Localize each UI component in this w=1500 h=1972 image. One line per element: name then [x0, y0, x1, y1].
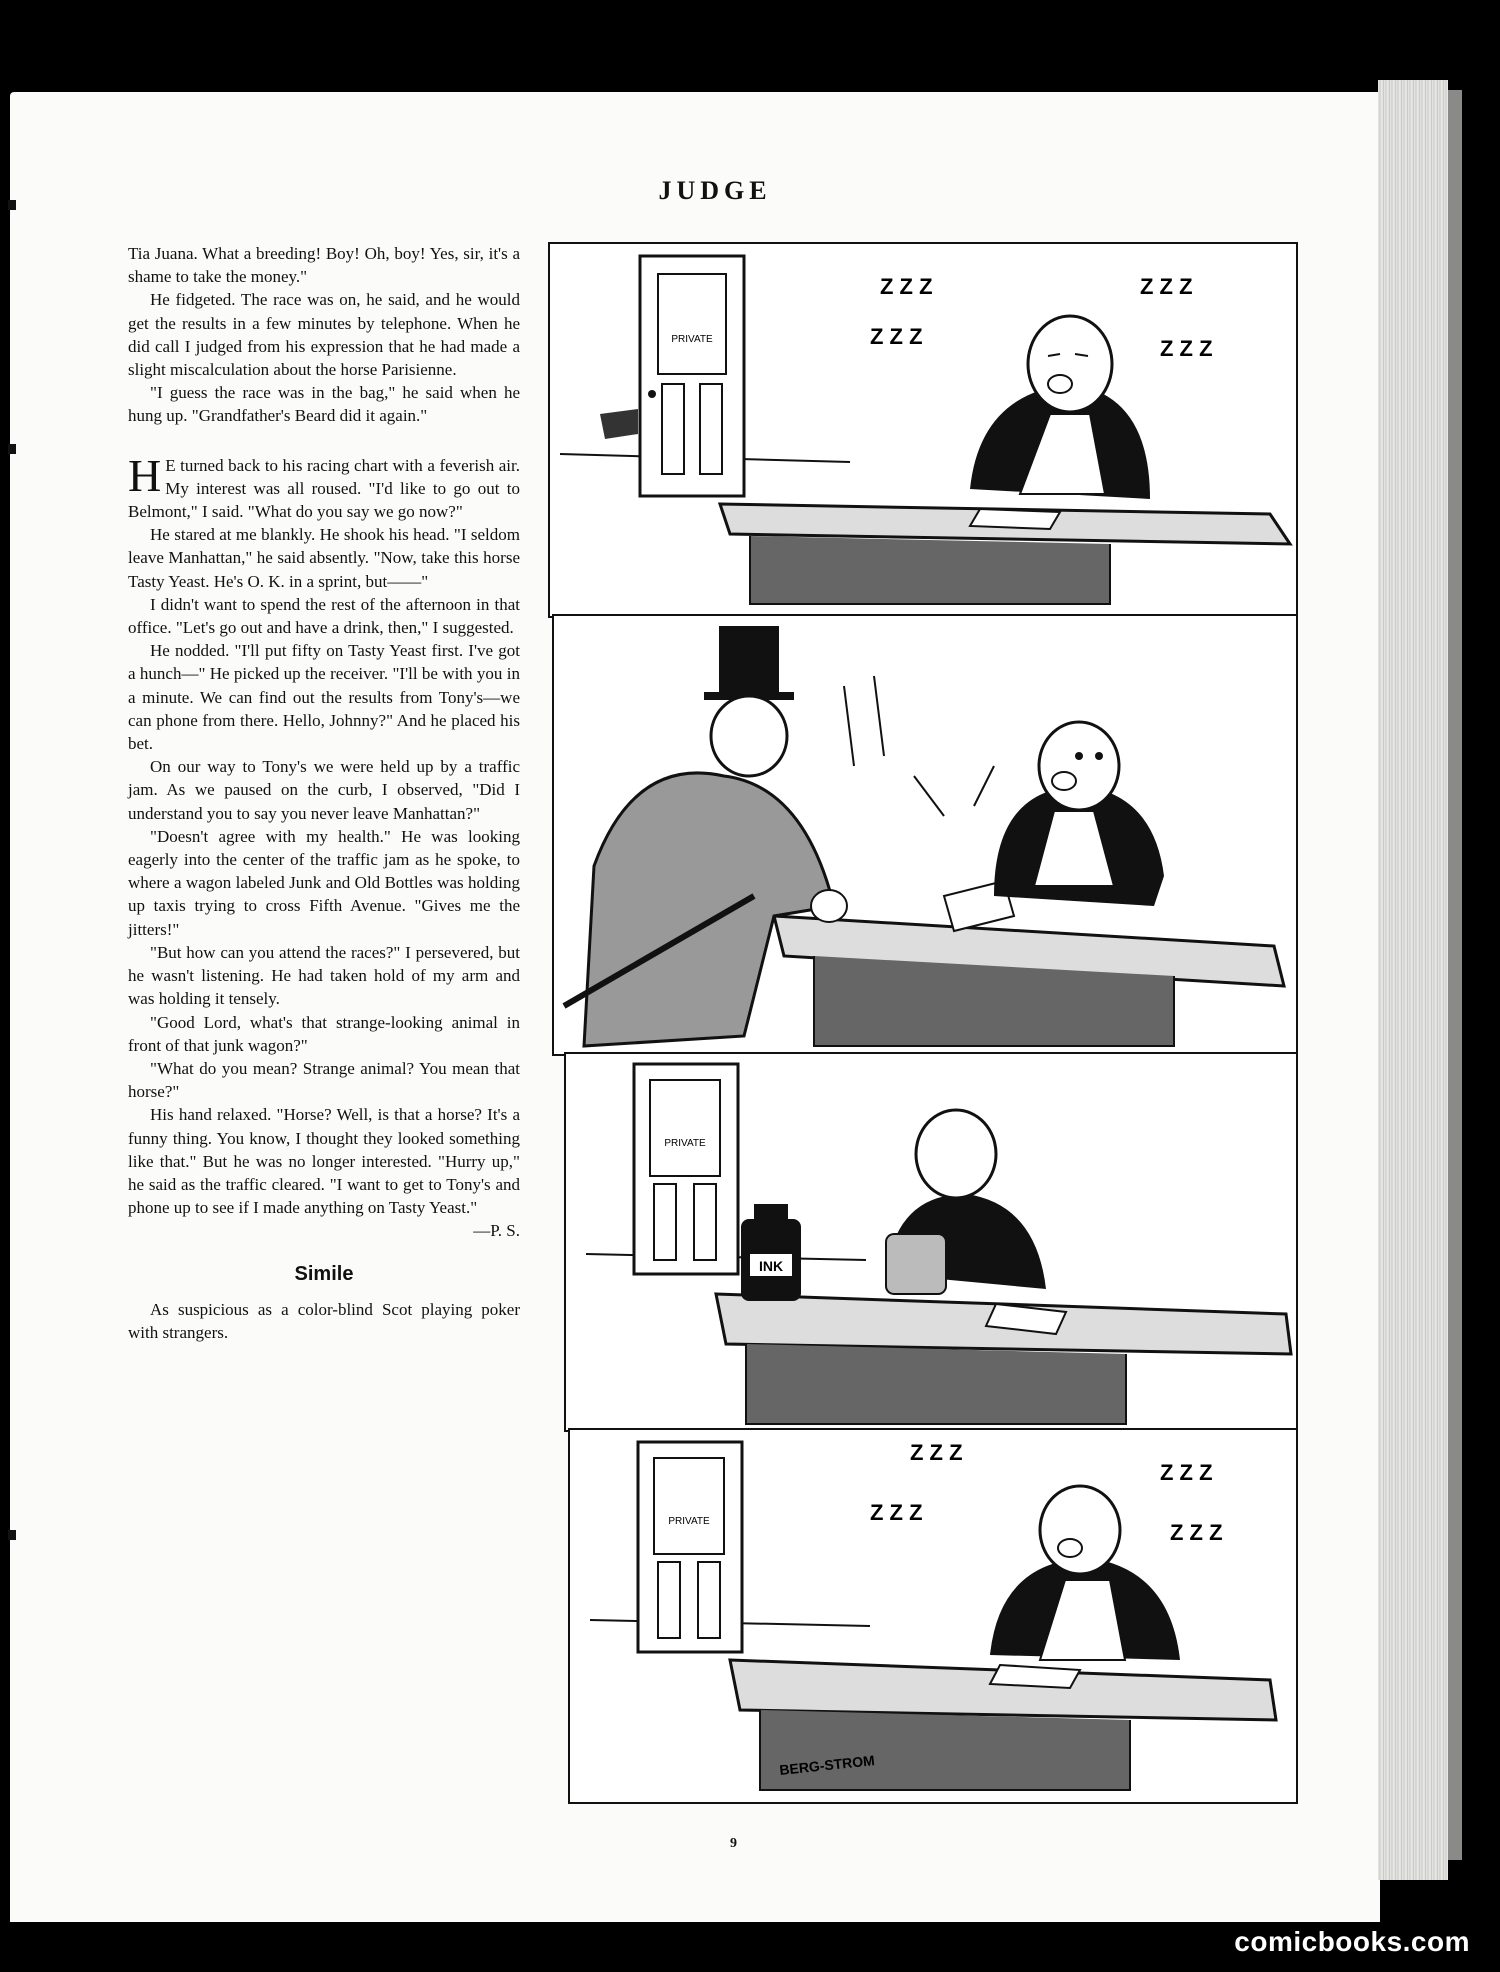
old-man-head: [711, 696, 787, 776]
man-head: [1040, 1486, 1120, 1574]
paragraph: "I guess the race was in the bag," he said when he hung up. "Grandfather's Beard did it again.": [128, 383, 520, 426]
binding-mark: [8, 444, 16, 454]
simile-title: Simile: [294, 1262, 354, 1285]
panel-1-drawing: [550, 244, 1296, 616]
binding-mark: [8, 200, 16, 210]
paragraph: He nodded. "I'll put fifty on Tasty Yeast first. I've got a hunch—" He picked up the receiver. "I'll be with you in a minute. We can find out the results from Tony's—we can phone from there. Hello, Johnny?" And he placed his bet.: [128, 641, 520, 754]
signature: —P. S.: [473, 1221, 520, 1241]
drop-cap-text: E turned back to his racing chart with a feverish air. My interest was all roused. "I'd like to go out to Belmont," I said. "What do you say we go now?": [128, 455, 520, 522]
drop-cap-paragraph: [128, 449, 520, 524]
paragraph: "Doesn't agree with my health." He was looking eagerly into the center of the traffic jam as he spoke, to where a wagon labeled Junk and Old Bottles was holding up taxis trying to cross Fifth Avenue. "Gives me the jitters!": [128, 826, 520, 939]
man-head: [1039, 722, 1119, 810]
man-head: [916, 1110, 996, 1198]
snore-text: Z Z Z: [1140, 274, 1193, 299]
paragraph: "What do you mean? Strange animal? You mean that horse?": [128, 1058, 520, 1102]
panel-2-drawing: [554, 616, 1296, 1054]
paragraph: "Good Lord, what's that strange-looking animal in front of that junk wagon?": [128, 1012, 520, 1055]
snore-text: Z Z Z: [880, 274, 933, 299]
comic-strip: [548, 242, 1300, 1814]
envelope: [970, 509, 1060, 529]
paragraph: He fidgeted. The race was on, he said, and he would get the results in a few minutes by telephone. When he did call I judged from his expression that he had made a slight miscalculation about the horse Parisienne.: [128, 290, 520, 380]
snore-text: Z Z Z: [1170, 1520, 1223, 1545]
comic-panel-3: [564, 1052, 1298, 1432]
magazine-title: JUDGE: [658, 176, 772, 205]
comic-panel-4: [568, 1428, 1298, 1804]
paragraph: His hand relaxed. "Horse? Well, is that a horse? It's a funny thing. You know, I thought they looked something like that." But he was no longer interested. "Hurry up," he said as the traffic cleared. "I want to get to Tony's and phone up to see if I made anything on Tasty Yeast.": [128, 1105, 520, 1218]
panel-4-drawing: [570, 1430, 1296, 1802]
ink-label: INK: [758, 1258, 784, 1274]
watermark: comicbooks.com: [1234, 1926, 1470, 1957]
snore-text: Z Z Z: [870, 1500, 923, 1525]
old-man-coat: [584, 773, 834, 1046]
paragraph: He stared at me blankly. He shook his head. "I seldom leave Manhattan," he said absently. "Now, take this horse Tasty Yeast. He's O. K. in a sprint, but——": [128, 525, 520, 591]
paragraph: Tia Juana. What a breeding! Boy! Oh, boy! Yes, sir, it's a shame to take the money.": [128, 244, 520, 287]
binding-mark: [8, 1530, 16, 1540]
page-number: 9: [730, 1836, 737, 1851]
snore-text: Z Z Z: [1160, 1460, 1213, 1485]
door-sign: PRIVATE: [671, 334, 713, 345]
page-stack-edge-dark: [1448, 90, 1462, 1860]
snore-text: Z Z Z: [870, 324, 923, 349]
door-sign: PRIVATE: [664, 1138, 706, 1149]
panel-3-drawing: [566, 1054, 1296, 1430]
door-sign: PRIVATE: [668, 1516, 710, 1527]
man-head: [1028, 316, 1112, 412]
simile-text: As suspicious as a color-blind Scot playing poker with strangers.: [128, 1299, 520, 1342]
wallet: [886, 1234, 946, 1294]
top-hat: [719, 626, 779, 696]
artist-signature: BERG-STROM: [778, 1752, 876, 1778]
snore-text: Z Z Z: [910, 1440, 963, 1465]
comic-panel-1: [548, 242, 1298, 618]
page-stack-edge: [1378, 80, 1448, 1880]
article-column: [128, 242, 520, 1344]
envelope: [990, 1665, 1080, 1688]
snore-text: Z Z Z: [1160, 336, 1213, 361]
paragraph: I didn't want to spend the rest of the afternoon in that office. "Let's go out and have a drink, then," I suggested.: [128, 594, 520, 638]
comic-panel-2: [552, 614, 1298, 1056]
paragraph: On our way to Tony's we were held up by a traffic jam. As we paused on the curb, I observed, "Did I understand you to say you never leave Manhattan?": [128, 757, 520, 823]
drop-cap: H: [128, 449, 162, 501]
paragraph: "But how can you attend the races?" I persevered, but he wasn't listening. He had taken hold of my arm and was holding it tensely.: [128, 942, 520, 1009]
